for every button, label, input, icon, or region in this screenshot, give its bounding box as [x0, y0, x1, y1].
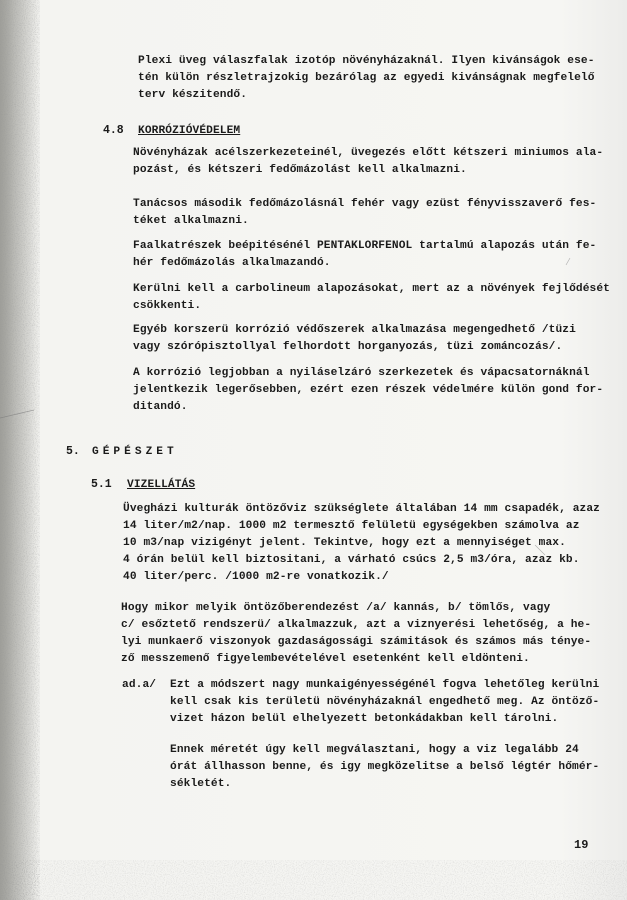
s51-p1-line-1: Üvegházi kulturák öntözőviz szükséglete általában 14 mm csapadék, azaz [123, 503, 600, 515]
s48-paragraph-2 [133, 196, 596, 230]
intro-line-2: tén külön részletrajzokig bezárólag az egyedi kivánságnak megfelelő [138, 72, 595, 84]
s51-p2-line-2: c/ esőztető rendszerü/ alkalmazzuk, azt a viznyerési lehetőség, a he- [121, 619, 592, 631]
s48-paragraph-6 [133, 365, 603, 416]
ada-label: ad.a/ [122, 679, 157, 691]
intro-line-1: Plexi üveg válaszfalak izotóp növényházaknál. Ilyen kivánságok ese- [138, 55, 595, 67]
s51-p2-line-4: ző messzemenő figyelembevételével esetenként kell eldönteni. [121, 653, 530, 665]
section-5-1-number: 5.1 [91, 478, 112, 491]
ada-p2-line-2: órát állhasson benne, és igy megközelitse a belső légtér hőmér- [170, 761, 600, 773]
s48-paragraph-5 [133, 322, 576, 356]
s51-p1-line-3: 10 m3/nap vizigényt jelent. Tekintve, hogy ezt a mennyiséget max. [123, 537, 566, 549]
s51-p1-line-4: 4 órán belül kell biztositani, a várható csúcs 2,5 m3/óra, azaz kb. [123, 554, 580, 566]
s48-p3-line-1: Faalkatrészek beépitésénél PENTAKLORFENOL tartalmú alapozás után fe- [133, 240, 597, 252]
s48-p2-line-1: Tanácsos második fedőmázolásnál fehér vagy ezüst fényvisszaverő fes- [133, 198, 597, 210]
intro-line-3: terv készitendő. [138, 89, 248, 101]
intro-paragraph [138, 53, 595, 104]
s48-paragraph-1 [133, 145, 603, 179]
s48-p5-line-1: Egyéb korszerü korrózió védőszerek alkalmazása megengedhető /tüzi [133, 324, 576, 336]
s51-p1-line-5: 40 liter/perc. /1000 m2-re vonatkozik./ [123, 571, 389, 583]
ada-p2-line-3: sékletét. [170, 778, 232, 790]
page-number: 19 [574, 838, 589, 852]
section-4-8-title: KORRÓZIÓVÉDELEM [138, 125, 241, 137]
s48-p6-line-1: A korrózió legjobban a nyiláselzáró szerkezetek és vápacsatornáknál [133, 367, 590, 379]
section-5-number: 5. [66, 445, 80, 458]
ada-p2-line-1: Ennek méretét úgy kell megválasztani, hogy a viz legalább 24 [170, 744, 579, 756]
s48-paragraph-4 [133, 281, 610, 315]
ada-p1-line-1: Ezt a módszert nagy munkaigényességénél fogva lehetőleg kerülni [170, 679, 600, 691]
s48-p2-line-2: téket alkalmazni. [133, 215, 249, 227]
s51-paragraph-1 [123, 501, 600, 586]
s48-p6-line-3: ditandó. [133, 401, 188, 413]
ada-p1-line-2: kell csak kis területü növényházaknál engedhető meg. Az öntöző- [170, 696, 600, 708]
section-5-1-title: VIZELLÁTÁS [127, 479, 196, 491]
ada-paragraph-1 [170, 677, 599, 728]
ada-paragraph-2 [170, 742, 599, 793]
s51-p2-line-1: Hogy mikor melyik öntözőberendezést /a/ kannás, b/ tömlős, vagy [121, 602, 551, 614]
s48-p6-line-2: jelentkezik legerősebben, ezért ezen részek védelmére külön gond for- [133, 384, 604, 396]
s51-p2-line-3: lyi munkaerő viszonyok gazdaságossági számitások és számos más ténye- [121, 636, 592, 648]
s48-paragraph-3 [133, 238, 596, 272]
s48-p3-line-2: hér fedőmázolás alkalmazandó. [133, 257, 331, 269]
section-4-8-number: 4.8 [103, 124, 124, 137]
s51-p1-line-2: 14 liter/m2/nap. 1000 m2 termesztő felületü egységekben számolva az [123, 520, 580, 532]
s48-p1-line-1: Növényházak acélszerkezeteinél, üvegezés előtt kétszeri miniumos ala- [133, 147, 604, 159]
s48-p4-line-2: csökkenti. [133, 300, 202, 312]
s48-p4-line-1: Kerülni kell a carbolineum alapozásokat, mert az a növények fejlődését [133, 283, 610, 295]
section-5-title: GÉPÉSZET [92, 446, 178, 458]
s48-p5-line-2: vagy szórópisztollyal felhordott horganyozás, tüzi zománcozás/. [133, 341, 563, 353]
ada-p1-line-3: vizet házon belül elhelyezett betonkádakban kell tárolni. [170, 713, 559, 725]
s48-p1-line-2: pozást, és kétszeri fedőmázolást kell alkalmazni. [133, 164, 467, 176]
s51-paragraph-2 [121, 600, 591, 668]
